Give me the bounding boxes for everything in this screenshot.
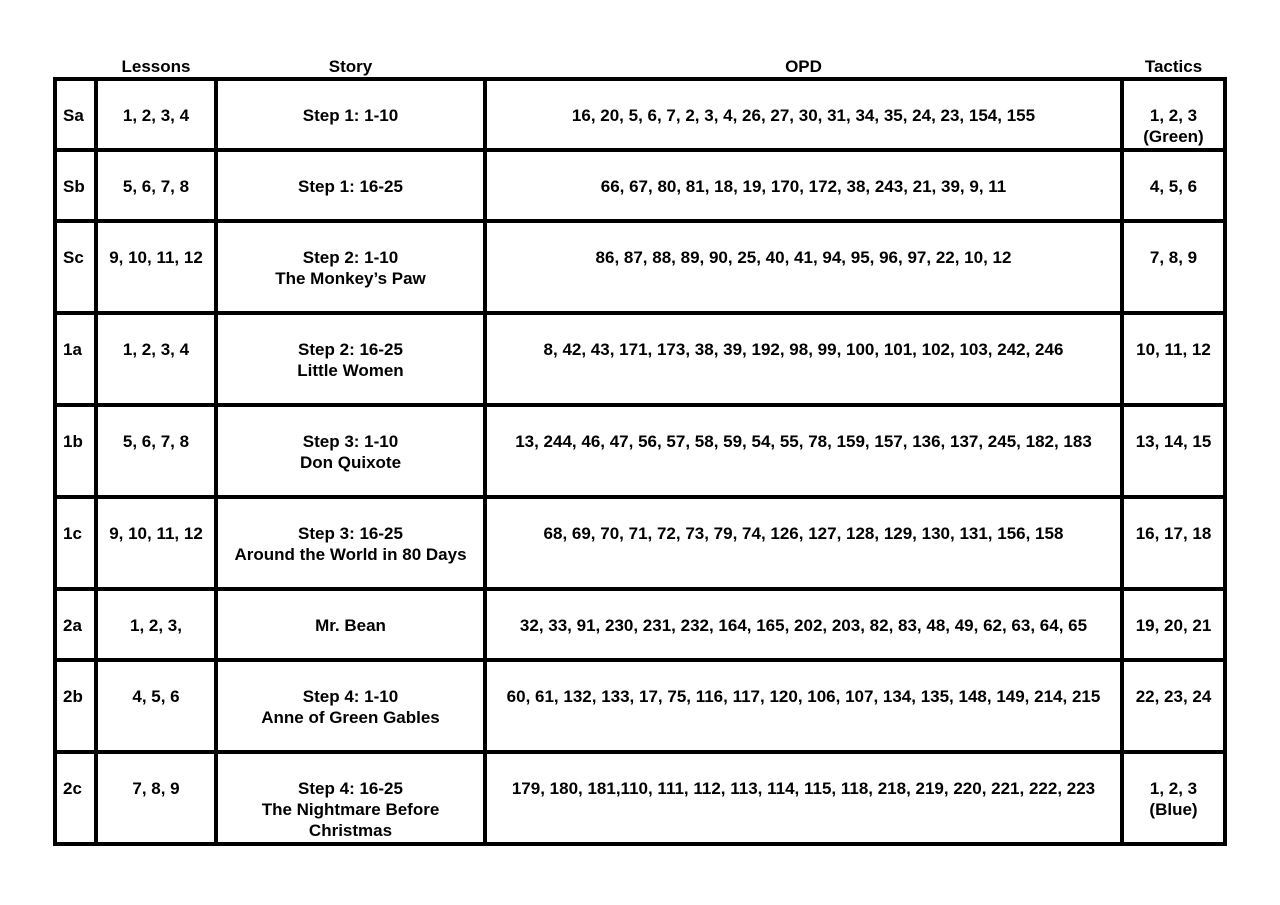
- lessons-cell: [96, 497, 216, 589]
- story-cell: [216, 313, 485, 405]
- tactics-line: 16, 17, 18: [1135, 524, 1212, 543]
- story-cell: [216, 589, 485, 660]
- header-row: [55, 53, 1225, 79]
- header-level: [55, 53, 96, 79]
- opd-cell: [485, 221, 1122, 313]
- schedule-table: [53, 53, 1227, 846]
- tactics-cell: [1122, 405, 1225, 497]
- lessons-value: 4, 5, 6: [132, 687, 180, 706]
- table-row: [55, 79, 1225, 150]
- opd-cell: [485, 752, 1122, 844]
- table-row: [55, 150, 1225, 221]
- story-cell: [216, 660, 485, 752]
- table-row: [55, 589, 1225, 660]
- opd-cell: [485, 313, 1122, 405]
- opd-value: 66, 67, 80, 81, 18, 19, 170, 172, 38, 243, 21, 39, 9, 11: [600, 177, 1007, 196]
- lessons-cell: [96, 660, 216, 752]
- level-label: Sb: [63, 177, 85, 196]
- story-line: Step 4: 1-10: [302, 687, 399, 706]
- lessons-cell: [96, 150, 216, 221]
- opd-cell: [485, 79, 1122, 150]
- opd-value: 32, 33, 91, 230, 231, 232, 164, 165, 202, 203, 82, 83, 48, 49, 62, 63, 64, 65: [519, 616, 1088, 635]
- tactics-line: 13, 14, 15: [1135, 432, 1212, 451]
- story-line: Little Women: [297, 361, 404, 380]
- story-line: Step 2: 1-10: [302, 248, 399, 267]
- level-cell: [55, 497, 96, 589]
- lessons-value: 1, 2, 3, 4: [122, 106, 190, 125]
- header-tactics: Tactics: [1144, 57, 1203, 76]
- schedule-table-container: [53, 53, 1223, 846]
- story-line: Mr. Bean: [315, 616, 386, 635]
- lessons-cell: [96, 752, 216, 844]
- story-line: Step 3: 1-10: [302, 432, 399, 451]
- header-opd: OPD: [785, 57, 822, 76]
- level-label: Sa: [63, 106, 84, 125]
- table-row: [55, 221, 1225, 313]
- table-body: [55, 79, 1225, 844]
- tactics-line: 10, 11, 12: [1136, 340, 1211, 359]
- story-line: Step 3: 16-25: [298, 524, 403, 543]
- table-row: [55, 752, 1225, 844]
- table-row: [55, 405, 1225, 497]
- lessons-value: 9, 10, 11, 12: [109, 524, 203, 543]
- table-row: [55, 497, 1225, 589]
- story-line: Step 1: 1-10: [302, 106, 399, 125]
- opd-value: 179, 180, 181,110, 111, 112, 113, 114, 115, 118, 218, 219, 220, 221, 222, 223: [511, 779, 1096, 798]
- tactics-line: 19, 20, 21: [1135, 616, 1212, 635]
- lessons-value: 1, 2, 3, 4: [122, 340, 190, 359]
- header-lessons: Lessons: [121, 57, 191, 76]
- tactics-line: (Green): [1143, 127, 1204, 146]
- opd-cell: [485, 589, 1122, 660]
- story-line: Christmas: [308, 821, 393, 840]
- story-line: Step 4: 16-25: [298, 779, 403, 798]
- story-cell: [216, 150, 485, 221]
- lessons-cell: [96, 79, 216, 150]
- tactics-line: 1, 2, 3: [1149, 779, 1198, 798]
- story-line: Around the World in 80 Days: [234, 545, 467, 564]
- level-label: Sc: [63, 248, 84, 267]
- opd-value: 60, 61, 132, 133, 17, 75, 116, 117, 120, 106, 107, 134, 135, 148, 149, 214, 215: [506, 687, 1101, 706]
- table-row: [55, 660, 1225, 752]
- opd-cell: [485, 405, 1122, 497]
- level-cell: [55, 221, 96, 313]
- header-story: Story: [328, 57, 373, 76]
- opd-cell: [485, 660, 1122, 752]
- tactics-cell: [1122, 497, 1225, 589]
- tactics-line: (Blue): [1149, 800, 1198, 819]
- opd-cell: [485, 497, 1122, 589]
- level-label: 1b: [63, 432, 83, 451]
- tactics-line: 1, 2, 3: [1149, 106, 1198, 125]
- opd-value: 68, 69, 70, 71, 72, 73, 79, 74, 126, 127, 128, 129, 130, 131, 156, 158: [543, 524, 1064, 543]
- tactics-cell: [1122, 150, 1225, 221]
- story-cell: [216, 79, 485, 150]
- story-line: The Nightmare Before: [261, 800, 440, 819]
- level-label: 2a: [63, 616, 82, 635]
- level-cell: [55, 405, 96, 497]
- tactics-cell: [1122, 313, 1225, 405]
- level-label: 1a: [63, 340, 82, 359]
- level-label: 2c: [63, 779, 82, 798]
- lessons-cell: [96, 313, 216, 405]
- opd-value: 86, 87, 88, 89, 90, 25, 40, 41, 94, 95, 96, 97, 22, 10, 12: [595, 248, 1012, 267]
- table-row: [55, 313, 1225, 405]
- lessons-value: 7, 8, 9: [132, 779, 180, 798]
- level-label: 2b: [63, 687, 83, 706]
- lessons-value: 1, 2, 3,: [130, 616, 182, 635]
- tactics-cell: [1122, 660, 1225, 752]
- opd-value: 16, 20, 5, 6, 7, 2, 3, 4, 26, 27, 30, 31, 34, 35, 24, 23, 154, 155: [571, 106, 1036, 125]
- level-cell: [55, 150, 96, 221]
- tactics-line: 4, 5, 6: [1149, 177, 1198, 196]
- story-cell: [216, 405, 485, 497]
- story-line: Step 2: 16-25: [298, 340, 403, 359]
- level-cell: [55, 752, 96, 844]
- story-line: Step 1: 16-25: [298, 177, 403, 196]
- story-cell: [216, 221, 485, 313]
- level-label: 1c: [63, 524, 82, 543]
- story-line: Don Quixote: [299, 453, 402, 472]
- level-cell: [55, 79, 96, 150]
- tactics-line: 22, 23, 24: [1135, 687, 1212, 706]
- lessons-value: 5, 6, 7, 8: [122, 177, 190, 196]
- tactics-cell: [1122, 79, 1225, 150]
- lessons-cell: [96, 405, 216, 497]
- story-cell: [216, 497, 485, 589]
- story-cell: [216, 752, 485, 844]
- lessons-cell: [96, 589, 216, 660]
- opd-value: 13, 244, 46, 47, 56, 57, 58, 59, 54, 55, 78, 159, 157, 136, 137, 245, 182, 183: [515, 432, 1092, 451]
- opd-cell: [485, 150, 1122, 221]
- tactics-line: 7, 8, 9: [1149, 248, 1198, 267]
- level-cell: [55, 660, 96, 752]
- level-cell: [55, 589, 96, 660]
- story-line: The Monkey’s Paw: [275, 269, 426, 288]
- lessons-value: 5, 6, 7, 8: [122, 432, 190, 451]
- lessons-value: 9, 10, 11, 12: [109, 248, 203, 267]
- level-cell: [55, 313, 96, 405]
- story-line: Anne of Green Gables: [261, 708, 440, 727]
- tactics-cell: [1122, 752, 1225, 844]
- opd-value: 8, 42, 43, 171, 173, 38, 39, 192, 98, 99, 100, 101, 102, 103, 242, 246: [543, 340, 1064, 359]
- tactics-cell: [1122, 589, 1225, 660]
- tactics-cell: [1122, 221, 1225, 313]
- lessons-cell: [96, 221, 216, 313]
